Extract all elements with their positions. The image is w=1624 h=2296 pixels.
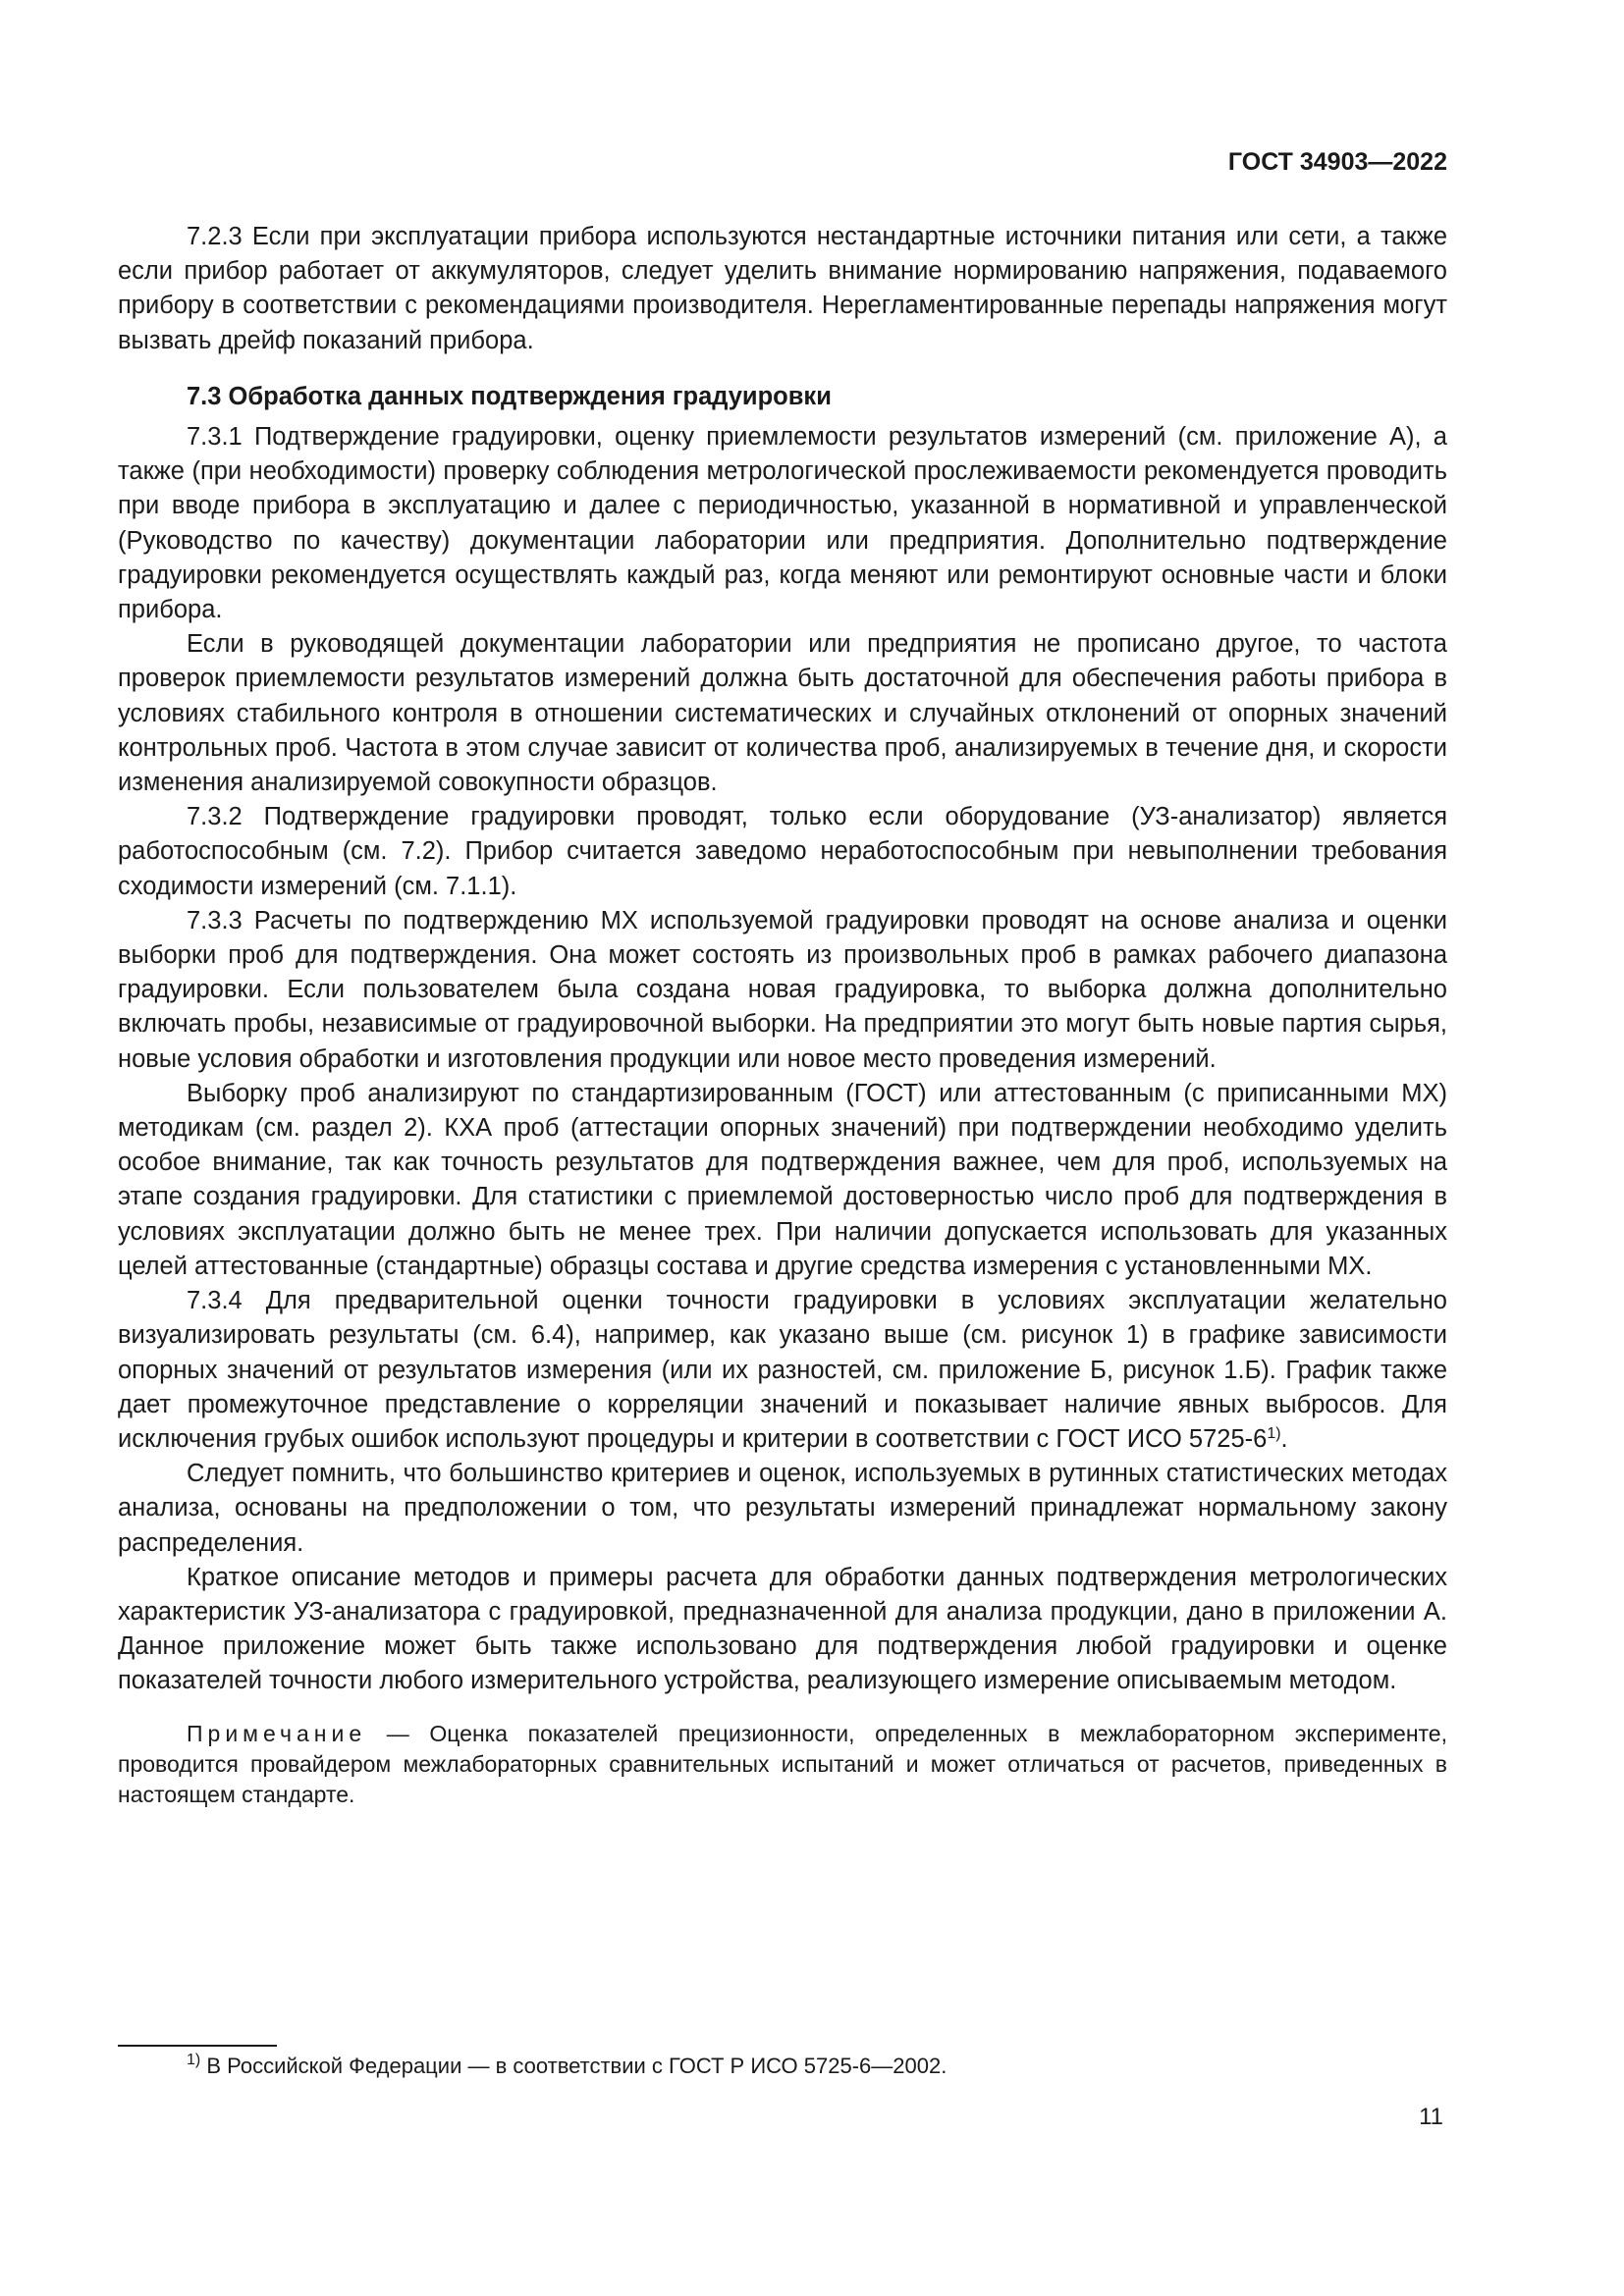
- section-heading-7-3: 7.3 Обработка данных подтверждения градуировки: [187, 382, 832, 410]
- paragraph-7-3-2: 7.3.2 Подтверждение градуировки проводят, только если оборудование (УЗ-анализатор) является работоспособным (см. 7.2). Прибор считается заведомо неработоспособным при невыполнении требования сходимости измерений (см. 7.1.1).: [118, 803, 1447, 900]
- footnote-reference[interactable]: 1): [1267, 1424, 1281, 1442]
- footnote-text: В Российской Федерации — в соответствии с ГОСТ Р ИСО 5725-6—2002.: [200, 2054, 947, 2078]
- paragraph-7-3-4-end: .: [1280, 1424, 1288, 1453]
- paragraph-check-frequency: Если в руководящей документации лаборатории или предприятия не прописано другое, то частота проверок приемлемости результатов измерений должна быть достаточной для обеспечения работы прибора в условиях стабильного контроля в отношении систематических и случайных отклонений от опорных значений контрольных проб. Частота в этом случае зависит от количества проб, анализируемых в течение дня, и скорости изменения анализируемой совокупности образцов.: [118, 630, 1447, 797]
- paragraph-7-2-3: 7.2.3 Если при эксплуатации прибора используются нестандартные источники питания или сети, а также если прибор работает от аккумуляторов, следует уделить внимание нормированию напряжения, подаваемого прибору в соответствии с рекомендациями производителя. Нерегламентированные перепады напряжения могут вызвать дрейф показаний прибора.: [118, 223, 1447, 354]
- paragraph-7-3-4: [118, 1284, 1447, 1457]
- note: [118, 1719, 1447, 1810]
- document-body: [118, 220, 1447, 1810]
- paragraph-7-3-3: 7.3.3 Расчеты по подтверждению МХ используемой градуировки проводят на основе анализа и оценки выборки проб для подтверждения. Она может состоять из произвольных проб в рамках рабочего диапазона градуировки. Если пользователем была создана новая градуировка, то выборка должна дополнительно включать пробы, независимые от градуировочной выборки. На предприятии это могут быть новые партия сырья, новые условия обработки и изготовления продукции или новое место проведения измерений.: [118, 906, 1447, 1073]
- footnote-marker: 1): [187, 2052, 201, 2068]
- page-number: 11: [1419, 2104, 1443, 2130]
- document-header: ГОСТ 34903—2022: [1227, 148, 1447, 176]
- footnote: [187, 2054, 947, 2079]
- footnote-divider: [118, 2045, 277, 2047]
- paragraph-7-3-1: 7.3.1 Подтверждение градуировки, оценку приемлемости результатов измерений (см. приложение А), а также (при необходимости) проверку соблюдения метрологической прослеживаемости рекомендуется проводить при вводе прибора в эксплуатацию и далее с периодичностью, указанной в нормативной и управленческой (Руководство по качеству) документации лаборатории или предприятия. Дополнительно подтверждение градуировки рекомендуется осуществлять каждый раз, когда меняют или ремонтируют основные части и блоки прибора.: [118, 423, 1447, 624]
- paragraph-sample-analysis: Выборку проб анализируют по стандартизированным (ГОСТ) или аттестованным (с приписанными МХ) методикам (см. раздел 2). КХА проб (аттестации опорных значений) при подтверждении необходимо уделить особое внимание, так как точность результатов для подтверждения важнее, чем для проб, используемых на этапе создания градуировки. Для статистики с приемлемой достоверностью число проб для подтверждения в условиях эксплуатации должно быть не менее трех. При наличии допускается использовать для указанных целей аттестованные (стандартные) образцы состава и другие средства измерения с установленными МХ.: [118, 1079, 1447, 1280]
- paragraph-7-3-4-text: 7.3.4 Для предварительной оценки точности градуировки в условиях эксплуатации желательно визуализировать результаты (см. 6.4), например, как указано выше (см. рисунок 1) в графике зависимости опорных значений от результатов измерения (или их разностей, см. приложение Б, рисунок 1.Б). График также дает промежуточное представление о корреляции значений и показывает наличие явных выбросов. Для исключения грубых ошибок используют процедуры и критерии в соответствии с ГОСТ ИСО 5725-6: [118, 1287, 1447, 1453]
- note-label: Примечание: [187, 1720, 367, 1746]
- paragraph-appendix-a: Краткое описание методов и примеры расчета для обработки данных подтверждения метрологических характеристик УЗ-анализатора с градуировкой, предназначенной для анализа продукции, дано в приложении А. Данное приложение может быть также использовано для подтверждения любой градуировки и оценке показателей точности любого измерительного устройства, реализующего измерение описываемым методом.: [118, 1563, 1447, 1695]
- note-text: — Оценка показателей прецизионности, определенных в межлабораторном эксперименте, проводится провайдером межлабораторных сравнительных испытаний и может отличаться от расчетов, приведенных в настоящем стандарте.: [118, 1720, 1447, 1807]
- paragraph-normal-distribution: Следует помнить, что большинство критериев и оценок, используемых в рутинных статистических методах анализа, основаны на предположении о том, что результаты измерений принадлежат нормальному закону распределения.: [118, 1460, 1447, 1557]
